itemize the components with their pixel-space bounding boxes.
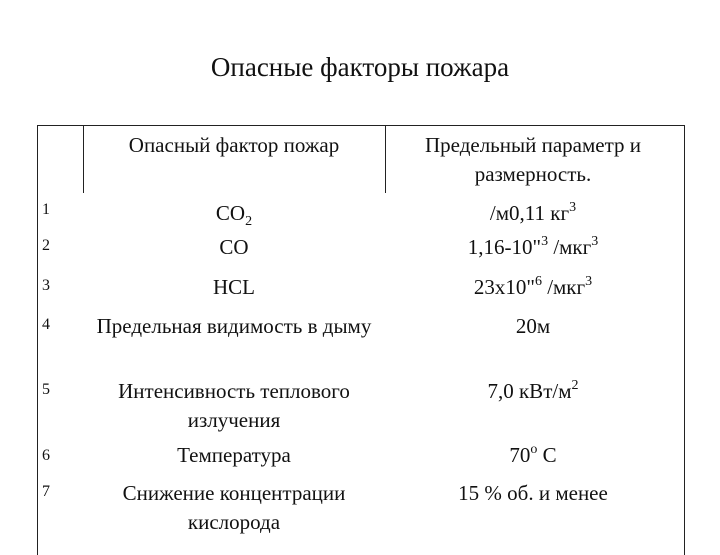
row-7-factor: Снижение концентрации кислорода (122, 481, 346, 534)
row-6-parameter: $70^о$ С (509, 442, 557, 467)
column-divider-parameter (385, 125, 386, 193)
row-2-parameter: 1,16-10"$^3$ /мкг$^3$ (467, 234, 599, 259)
row-4-factor: Предельная видимость в дыму (96, 314, 372, 338)
row-number-1: 1 (42, 201, 50, 218)
row-2-factor: CO (219, 235, 249, 259)
row-3-parameter: 23х10"$^6$ /мкг$^3$ (473, 274, 593, 299)
row-number-3: 3 (42, 277, 50, 294)
row-7-parameter: 15 % об. и менее (458, 481, 608, 505)
row-number-5: 5 (42, 381, 50, 398)
row-1-parameter: /м0,11 $кг^3$ (489, 200, 577, 225)
row-number-2: 2 (42, 237, 50, 254)
row-5-factor: Интенсивность теплового излучения (118, 379, 350, 432)
row-1-factor: $CO_2$ (215, 201, 253, 229)
row-4-parameter: 20м (515, 314, 551, 338)
row-5-parameter: 7,0 кВт/$м^2$ (487, 378, 579, 403)
row-6-factor: Температура (177, 443, 291, 467)
row-number-7: 7 (42, 483, 50, 500)
column-divider-number (83, 125, 84, 193)
header-factor: Опасный фактор пожар (128, 133, 340, 157)
row-3-factor: HCL (213, 275, 255, 299)
row-number-4: 4 (42, 316, 50, 333)
page-title: Опасные факторы пожара (210, 52, 510, 82)
row-number-6: 6 (42, 447, 50, 464)
header-parameter: Предельный параметр и размерность. (424, 133, 642, 186)
